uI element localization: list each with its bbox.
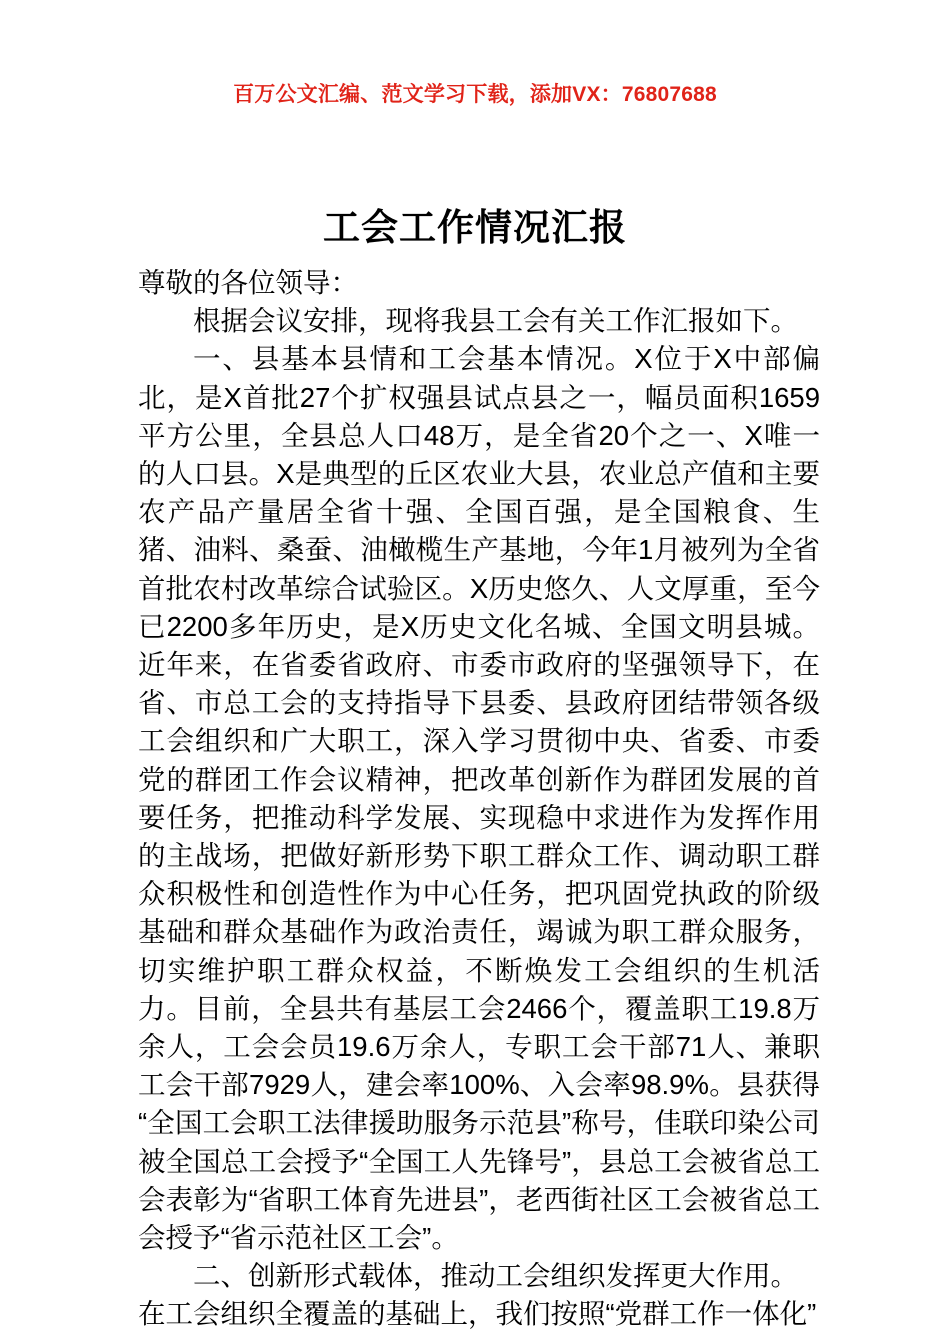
paragraph-opening: 根据会议安排，现将我县工会有关工作汇报如下。 <box>193 305 798 337</box>
paragraph-section-two: 二、创新形式载体，推动工会组织发挥更大作用。在工会组织全覆盖的基础上，我们按照“党群工作一体化” <box>138 1260 817 1330</box>
paragraph-section-one: 一、县基本县情和工会基本情况。X位于X中部偏北，是X首批27个扩权强县试点县之一，幅员面积1659平方公里，全县总人口48万，是全省20个之一、X唯一的人口县。X是典型的丘区农业大县，农业总产值和主要农产品产量居全省十强、全国百强，是全国粮食、生猪、油料、桑蚕、油橄榄生产基地，今年1月被列为全省首批农村改革综合试验区。X历史悠久、人文厚重，至今已2200多年历史，是X历史文化名城、全国文明县城。近年来，在省委省政府、市委市政府的坚强领导下，在省、市总工会的支持指导下县委、县政府团结带领各级工会组织和广大职工，深入学习贯彻中央、省委、市委党的群团工作会议精神，把改革创新作为群团发展的首要任务，把推动科学发展、实现稳中求进作为发挥作用的主战场，把做好新形势下职工群众工作、调动职工群众积极性和创造性作为中心任务，把巩固党执政的阶级基础和群众基础作为政治责任，竭诚为职工群众服务，切实维护职工群众权益，不断焕发工会组织的生机活力。目前，全县共有基层工会2466个，覆盖职工19.8万余人，工会会员19.6万余人，专职工会干部71人、兼职工会干部7929人，建会率100%、入会率98.9%。县获得“全国工会职工法律援助服务示范县”称号，佳联印染公司被全国总工会授予“全国工人先锋号”，县总工会被省总工会表彰为“省职工体育先进县”，老西街社区工会被省总工会授予“省示范社区工会”。 <box>138 343 820 1254</box>
document-body <box>138 264 820 1334</box>
paragraph-salutation: 尊敬的各位领导： <box>138 267 358 298</box>
page-title: 工会工作情况汇报 <box>323 206 627 248</box>
promo-banner: 百万公文汇编、范文学习下载，添加VX：76807688 <box>233 83 717 106</box>
